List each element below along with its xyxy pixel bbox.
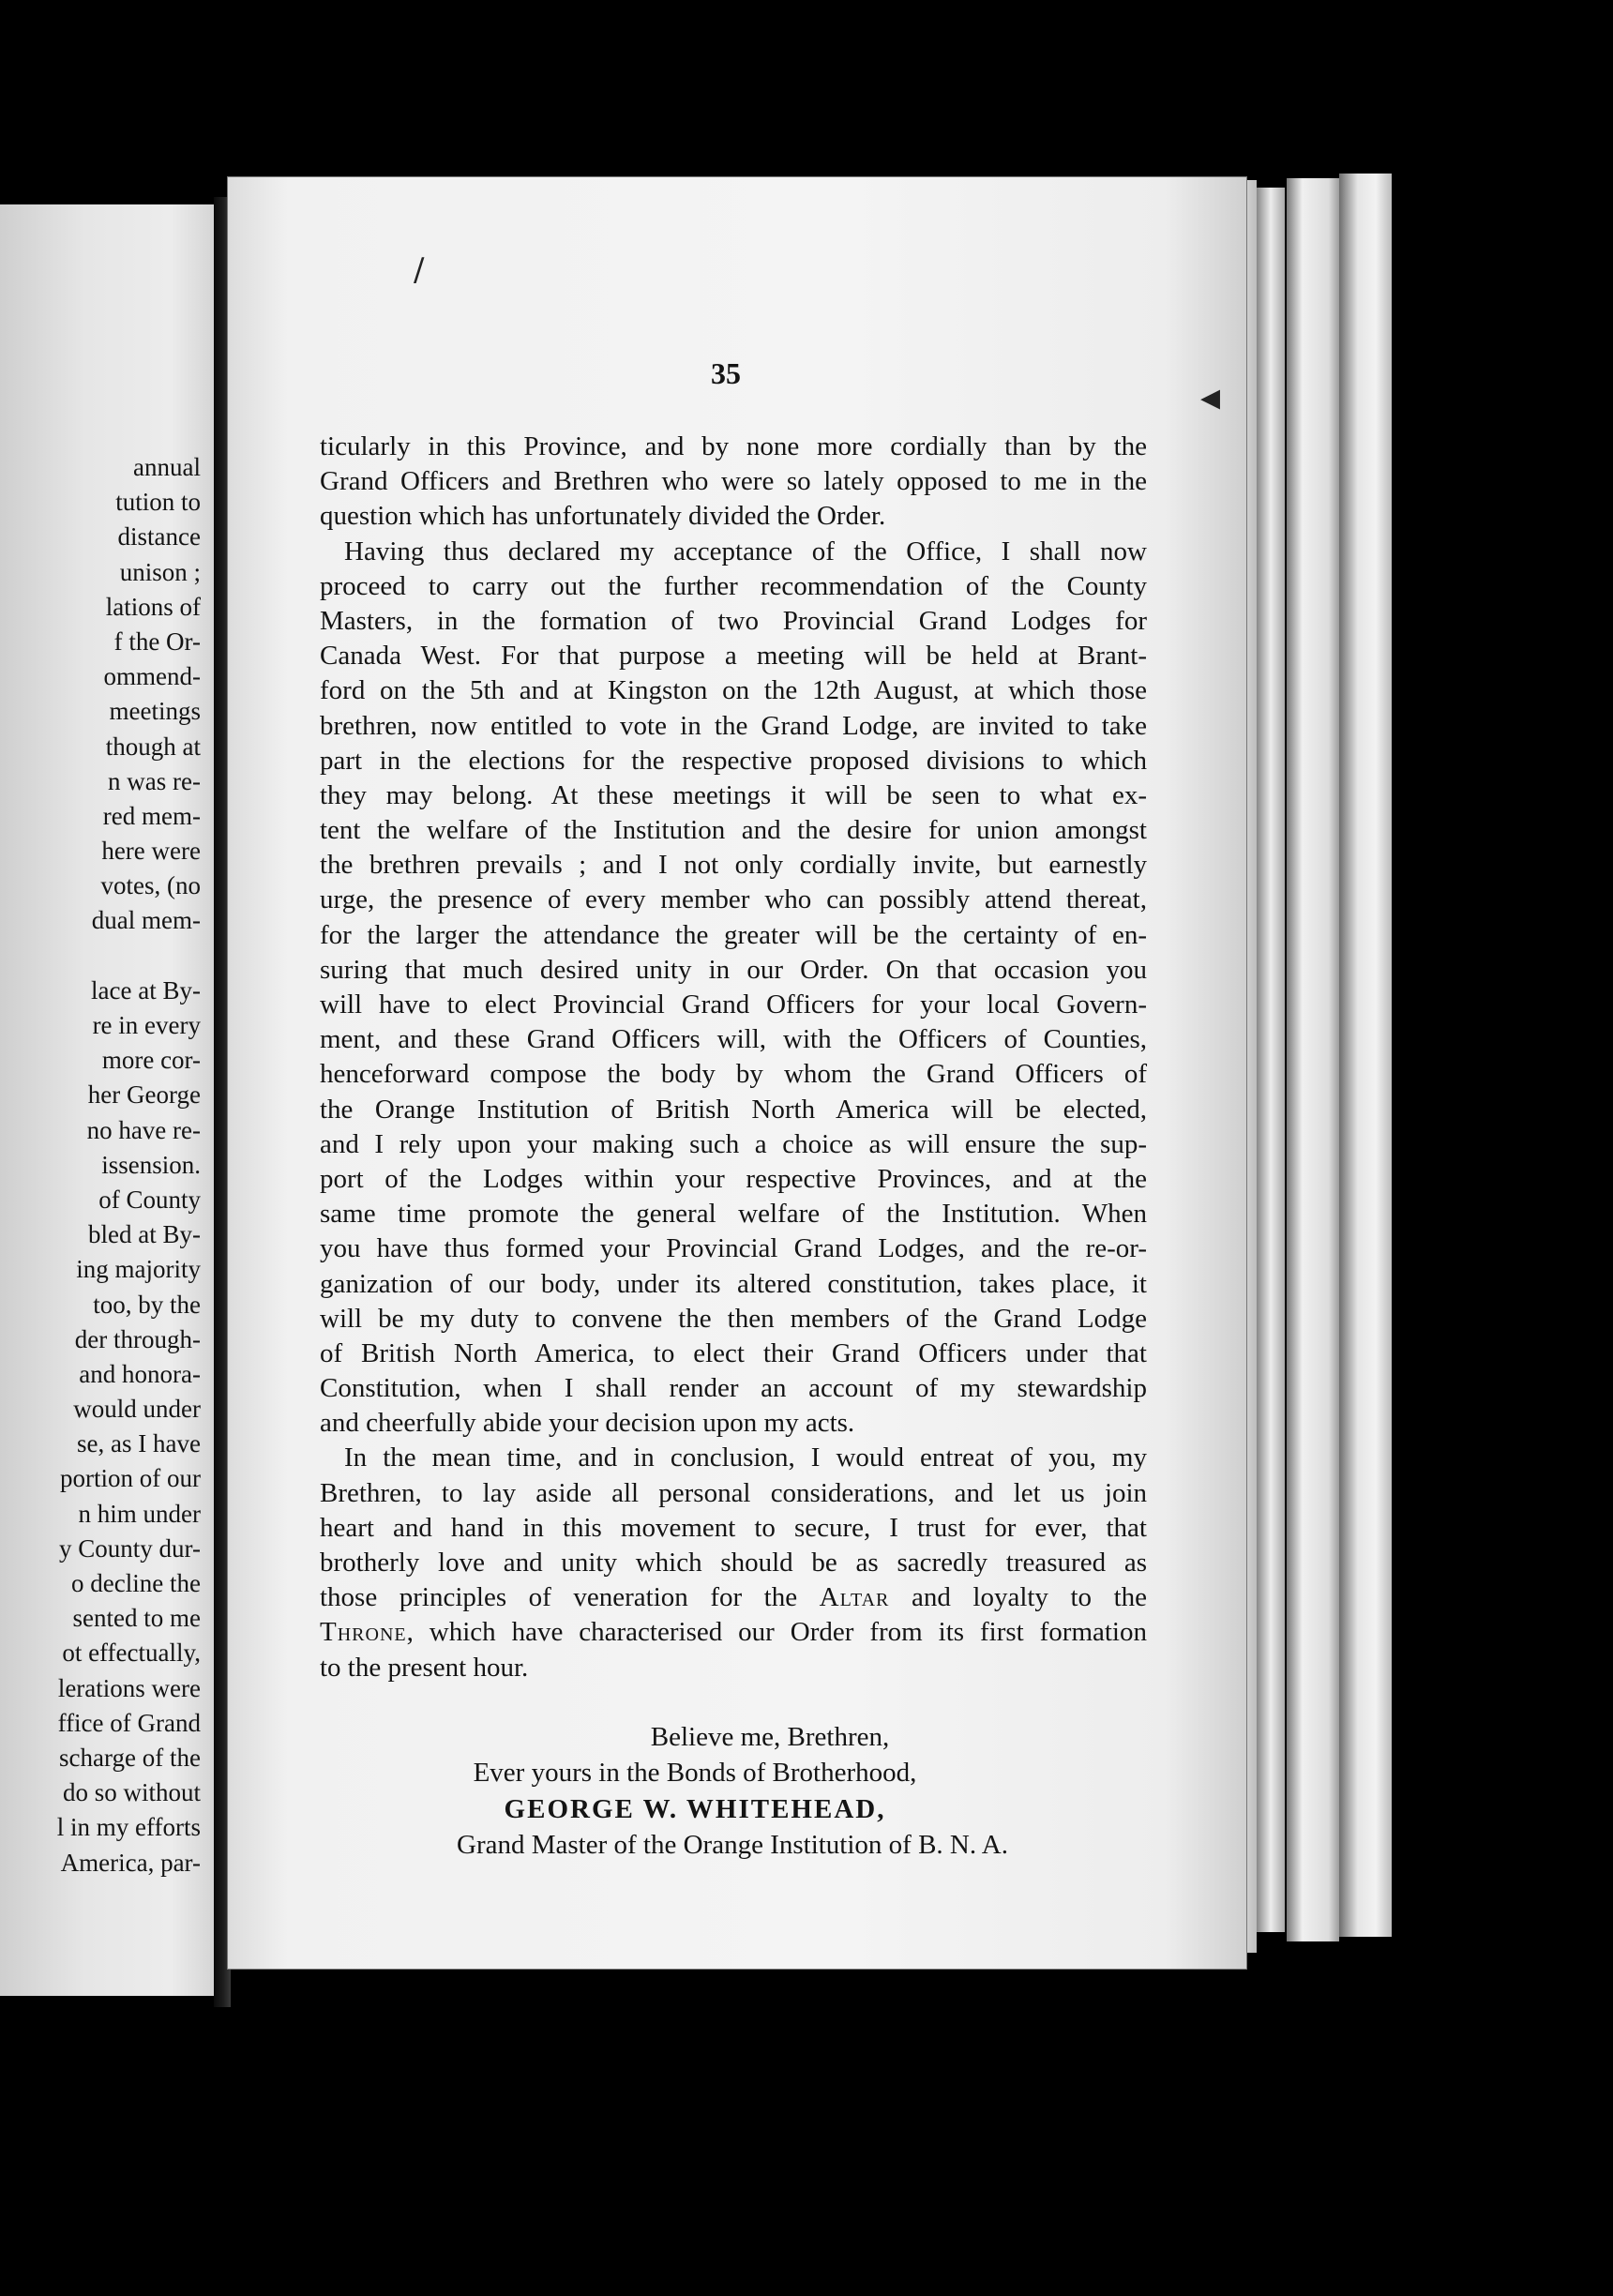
text-line: of British North America, to elect their Grand Officers under that [320,1337,1147,1368]
text-line: will be my duty to convene the then members of the Grand Lodge [320,1303,1147,1334]
text-line: ment, and these Grand Officers will, with the Officers of Counties, [320,1024,1147,1055]
text-line: Brethren, to lay aside all personal considerations, and let us join [320,1477,1147,1508]
left-line: issension. [101,1150,201,1179]
text-line: port of the Lodges within your respective Provinces, and at the [320,1163,1147,1194]
text-line: Masters, in the formation of two Provincial Grand Lodges for [320,605,1147,636]
text-line: urge, the presence of every member who can possibly attend thereat, [320,884,1147,915]
left-line: dual mem- [91,906,201,935]
altar-smallcaps: Altar [819,1582,890,1613]
closing-valediction: Ever yours in the Bonds of Brotherhood, [473,1758,917,1788]
left-line: tution to [115,488,201,517]
left-line: lace at By- [91,975,201,1004]
left-page [0,204,214,1996]
page-edge [1339,174,1392,1937]
text-line: proceed to carry out the further recommendation of the County [320,570,1147,601]
left-line: votes, (no [100,871,201,900]
text-line: ticularly in this Province, and by none more cordially than by the [320,431,1147,461]
left-line: distance [117,522,201,551]
page-edge [1287,178,1339,1941]
text-line: tent the welfare of the Institution and the desire for union amongst [320,815,1147,846]
left-line: of County [98,1185,201,1214]
text-line: and I rely upon your making such a choice as will ensure the sup- [320,1128,1147,1159]
left-line: o decline the [71,1569,201,1597]
left-line: meetings [109,697,201,726]
closing-salutation: Believe me, Brethren, [650,1722,890,1752]
left-line: n was re- [108,766,201,795]
left-line: more cor- [101,1046,201,1075]
left-line: ommend- [103,662,201,691]
text-line: Grand Officers and Brethren who were so lately opposed to me in the [320,466,1147,497]
text-fragment: those principles of veneration for the [320,1582,798,1613]
text-line: the Orange Institution of British North America will be elected, [320,1094,1147,1125]
left-line: America, par- [60,1848,201,1877]
left-line: ffice of Grand [57,1708,201,1737]
text-line: to the present hour. [320,1652,529,1683]
text-line: brethren, now entitled to vote in the Grand Lodge, are invited to take [320,710,1147,741]
text-line: and cheerfully abide your decision upon my acts. [320,1408,855,1439]
ink-speck: / [414,251,425,289]
text-line: ford on the 5th and at Kingston on the 12th August, at which those [320,675,1147,706]
page-edge [1257,188,1285,1932]
text-line: for the larger the attendance the greater will be the certainty of en- [320,919,1147,950]
left-line: would under [73,1395,201,1424]
left-line: too, by the [93,1290,201,1319]
left-line: se, as I have [77,1429,201,1458]
text-line: Canada West. For that purpose a meeting will be held at Brant- [320,641,1147,672]
left-line: bled at By- [88,1220,201,1249]
body-text [320,430,1147,1685]
text-line: heart and hand in this movement to secure, I trust for ever, that [320,1512,1147,1543]
left-line: ot effectually, [62,1639,201,1668]
ink-blot: ◂ [1200,373,1221,419]
text-line: Constitution, when I shall render an account of my stewardship [320,1373,1147,1404]
left-line: sented to me [72,1604,201,1633]
text-line: suring that much desired unity in our Order. On that occasion you [320,954,1147,985]
text-line: brotherly love and unity which should be as sacredly treasured as [320,1548,1147,1578]
left-line: here were [101,837,201,866]
left-page-text [57,450,201,1881]
text-line: they may belong. At these meetings it will be seen to what ex- [320,779,1147,810]
left-line: annual [133,453,201,481]
left-line: der through- [74,1324,201,1353]
left-line: lerations were [57,1673,201,1702]
left-line: f the Or- [113,627,201,656]
left-line: though at [105,732,201,761]
left-line: no have re- [86,1115,201,1144]
left-line [57,939,201,974]
page-number: 35 [711,356,741,390]
text-line: will have to elect Provincial Grand Officers for your local Govern- [320,989,1147,1020]
text-line: Having thus declared my acceptance of the Office, I shall now [344,536,1147,566]
text-line: ganization of our body, under its altered constitution, takes place, it [320,1268,1147,1299]
left-line: her George [87,1080,201,1110]
text-fragment: , which have characterised our Order from its first formation [406,1617,1147,1648]
text-line: question which has unfortunately divided the Order. [320,501,886,532]
text-fragment: and loyalty to the [911,1582,1148,1613]
text-line: same time promote the general welfare of the Institution. When [320,1199,1147,1230]
left-line: ing majority [76,1255,201,1284]
text-line [320,1615,1147,1650]
text-line: henceforward compose the body by whom the Grand Officers of [320,1059,1147,1090]
throne-smallcaps: Throne [320,1617,407,1648]
left-line: l in my efforts [56,1813,201,1842]
left-line: lations of [105,592,201,621]
signature-title: Grand Master of the Orange Institution of B. N. A. [457,1830,1008,1860]
text-line: the brethren prevails ; and I not only cordially invite, but earnestly [320,850,1147,881]
text-line: part in the elections for the respective proposed divisions to which [320,745,1147,776]
left-line: red mem- [102,801,201,830]
left-line: n him under [78,1499,201,1528]
left-line: y County dur- [59,1533,201,1563]
signature-name: GEORGE W. WHITEHEAD, [504,1794,886,1824]
left-line: unison ; [119,557,201,586]
left-line: and honora- [79,1359,201,1388]
text-line: you have thus formed your Provincial Grand Lodges, and the re-or- [320,1233,1147,1264]
left-line: do so without [62,1778,201,1807]
left-line: scharge of the [59,1743,201,1772]
text-line [320,1580,1147,1615]
left-line: portion of our [60,1464,201,1493]
text-line: In the mean time, and in conclusion, I would entreat of you, my [344,1443,1147,1473]
left-line: re in every [92,1011,201,1039]
